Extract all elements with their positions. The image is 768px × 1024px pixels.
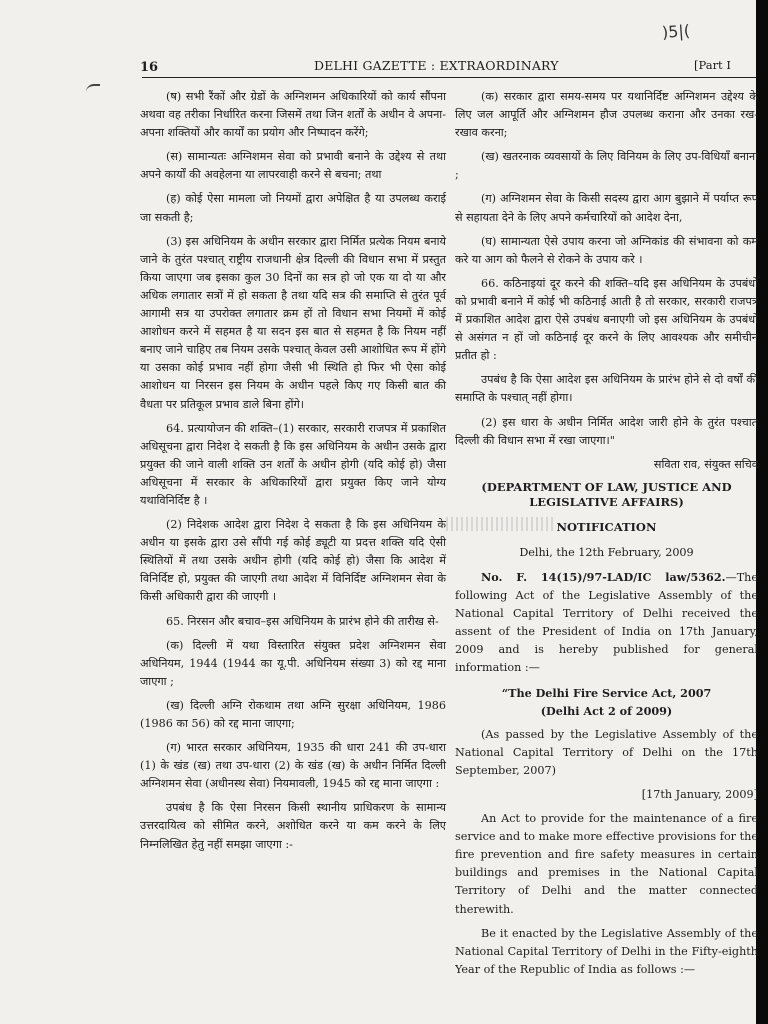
section-64-2: (2) निदेशक आदेश द्वारा निदेश दे सकता है कि इस अधिनियम के अधीन या इसके द्वारा उसे सौंपी गई कोई ड्यूटी या प्रदत्त शक्ति यदि ऐसी स्थितियों में तथा उसके अधीन होगी (यदि कोई हो) जैसा कि आदेश में विनिर्दिष्ट हो, प्रयुक्त की जाएगी तथा आदेश में विनिर्दिष्ट अग्निशमन सेवा के किसी अधिकारी द्वारा की जाएगी ।: [140, 518, 446, 604]
section-66: 66. कठिनाइयां दूर करने की शक्ति–यदि इस अधिनियम के उपबंधों को प्रभावी बनाने में कोई भी कठिनाई आती है तो सरकार, सरकारी राजपत्र में प्रकाशित आदेश द्वारा ऐसे उपबंध बनाएगी जो इस अधिनियम के उपबंधों से असंगत न हों जो कठिनाई दूर करने के लिए आवश्यक और समीचीन प्रतीत हो :: [455, 276, 758, 363]
right-column: [455, 88, 758, 985]
department-heading: (DEPARTMENT OF LAW, JUSTICE AND LEGISLATIVE AFFAIRS): [481, 479, 732, 509]
notification-text: [455, 568, 758, 678]
notification-body: —The following Act of the Legislative Assembly of the National Capital Territory of Delhi received the assent of the President of India on 17th January, 2009 and is hereby published for general information :—: [455, 570, 758, 675]
act-number: (Delhi Act 2 of 2009): [540, 703, 673, 718]
part-label: [Part I: [694, 58, 731, 72]
section-64: 64. प्रत्यायोजन की शक्ति–(1) सरकार, सरकारी राजपत्र में प्रकाशित अधिसूचना द्वारा निदेश दे सकती है कि इस अधिनियम के अधीन उसके द्वारा प्रयुक्त की जाने वाली शक्ति उन शर्तों के अधीन होगी (यदि कोई हो) जैसा अधिसूचना में सरकार के अधिकारियों द्वारा प्रयुक्त किए जाने योग्य यथाविनिर्दिष्ट है ।: [140, 421, 446, 507]
clause-ha: (ह) कोई ऐसा मामला जो नियमों द्वारा अपेक्षित है या उपलब्ध कराई जा सकती है;: [140, 192, 446, 224]
subsection-3: (3) इस अधिनियम के अधीन सरकार द्वारा निर्मित प्रत्येक नियम बनाये जाने के तुरंत पश्चात् राष्ट्रीय राजधानी क्षेत्र दिल्ली की विधान सभा में प्रस्तुत किया जाएगा जब इसका कुल 30 दिनों का सत्र हो जो एक या दो या और अधिक लगातार सत्रों में हो सकता है तथा यदि सत्र की समाप्ति से तुरंत पूर्व आगामी सत्र या उपरोक्त लगातार क्रम हों तो विधान सभा नियमों में कोई आशोधन करने में सहमत है या सदन इस बात से सहमत है कि नियम नहीं बनाए जाने चाहिए तब नियम उसके पश्चात् केवल उसी आशोधित रूप में होंगे या उसका कोई प्रभाव नहीं होगा जैसी भी स्थिति हो फिर भी ऐसा कोई आशोधन या निरसन इस नियम के अधीन पहले किए गए किसी बात की वैधता पर प्रतिकूल प्रभाव डाले बिना होंगे।: [140, 234, 446, 411]
clause-kha-right: (ख) खतरनाक व्यवसायों के लिए विनियम के लिए उप-विधियाँ बनाना ;: [455, 150, 758, 182]
notification-number: No. F. 14(15)/97-LAD/IC law/5362.: [481, 569, 726, 584]
passed-note: (As passed by the Legislative Assembly of the National Capital Territory of Delhi on the 17th September, 2007): [455, 727, 758, 777]
preamble: An Act to provide for the maintenance of a fire service and to make more effective provisions for the fire prevention and fire safety measures in certain buildings and premises in the National Capital Territory of Delhi and the matter connected therewith.: [455, 812, 758, 916]
handwritten-page-mark: )5|(: [661, 21, 691, 42]
page-number: 16: [140, 60, 159, 75]
clause-sa: (स) सामान्यतः अग्निशमन सेवा को प्रभावी बनाने के उद्देश्य से तथा अपने कार्यों की अवहेलना या लापरवाही करने से बचना; तथा: [140, 150, 446, 182]
signature: सविता राव, संयुक्त सचिव: [653, 457, 758, 471]
clause-ga: (ग) भारत सरकार अधिनियम, 1935 की धारा 241 की उप-धारा (1) के खंड (ख) तथा उप-धारा (2) के खंड (ख) के अधीन निर्मित दिल्ली अग्निशमन सेवा (अधीनस्थ सेवा) नियमावली, 1945 को रद्द माना जाएगा :: [140, 741, 446, 791]
notification-heading: NOTIFICATION: [556, 519, 657, 534]
clause-ka: (क) दिल्ली में यथा विस्तारित संयुक्त प्रदेश अग्निशमन सेवा अधिनियम, 1944 (1944 का यू.पी. अधिनियम संख्या 3) को रद्द माना जाएगा ;: [140, 638, 446, 688]
clause-kha: (ख) दिल्ली अग्नि रोकथाम तथा अग्नि सुरक्षा अधिनियम, 1986 (1986 का 56) को रद्द माना जाएगा;: [140, 698, 446, 730]
section-66-2: (2) इस धारा के अधीन निर्मित आदेश जारी होने के तुरंत पश्चात् दिल्ली की विधान सभा में रखा जाएगा।": [455, 415, 758, 447]
scan-noise: [446, 517, 554, 531]
left-column: [140, 88, 446, 860]
notification-date: Delhi, the 12th February, 2009: [519, 545, 694, 559]
gazette-title: DELHI GAZETTE : EXTRAORDINARY: [314, 58, 559, 73]
clause-ga-right: (ग) अग्निशमन सेवा के किसी सदस्य द्वारा आग बुझाने में पर्याप्त रूप से सहायता देने के लिए अपने कर्मचारियों को आदेश देना,: [455, 192, 758, 224]
header-rule: [142, 77, 756, 78]
assent-date: [17th January, 2009]: [641, 788, 758, 801]
clause-ka-right: (क) सरकार द्वारा समय-समय पर यथानिर्दिष्ट अग्निशमन उद्देश्य के लिए जल आपूर्ति और अग्निशमन हौज उपलब्ध कराना और उनका रख-रखाव करना;: [455, 90, 758, 140]
section-65: 65. निरसन और बचाव–इस अधिनियम के प्रारंभ होने की तारीख से-: [166, 614, 439, 628]
clause-gha-right: (घ) सामान्यता ऐसे उपाय करना जो अग्निकांड की संभावना को कम करे या आग को फैलने से रोकने के उपाय करे ।: [455, 234, 758, 266]
act-title: “The Delhi Fire Service Act, 2007: [501, 685, 712, 700]
clause-sha: (ष) सभी रैंकों और ग्रेडों के अग्निशमन अधिकारियों को कार्य सौंपना अथवा वह तरीका निर्धारित करना जिसमें तथा जिन शर्तों के अधीन वे अपना-अपना शक्तियों और कार्यों का प्रयोग और निष्पादन करेंगे;: [140, 90, 446, 140]
proviso: उपबंध है कि ऐसा निरसन किसी स्थानीय प्राधिकरण के सामान्य उत्तरदायित्व को सीमित करने, अशोधित करने या कम करने के लिए निम्नलिखित हेतु नहीं समझा जाएगा :-: [140, 801, 446, 851]
scan-mark: [86, 84, 100, 96]
enactment-clause: Be it enacted by the Legislative Assembly of the National Capital Territory of Delhi in the Fifty-eighth Year of the Republic of India as follows :—: [455, 926, 758, 976]
section-66-proviso: उपबंध है कि ऐसा आदेश इस अधिनियम के प्रारंभ होने से दो वर्षों की समाप्ति के पश्चात् नहीं होगा।: [455, 373, 758, 405]
